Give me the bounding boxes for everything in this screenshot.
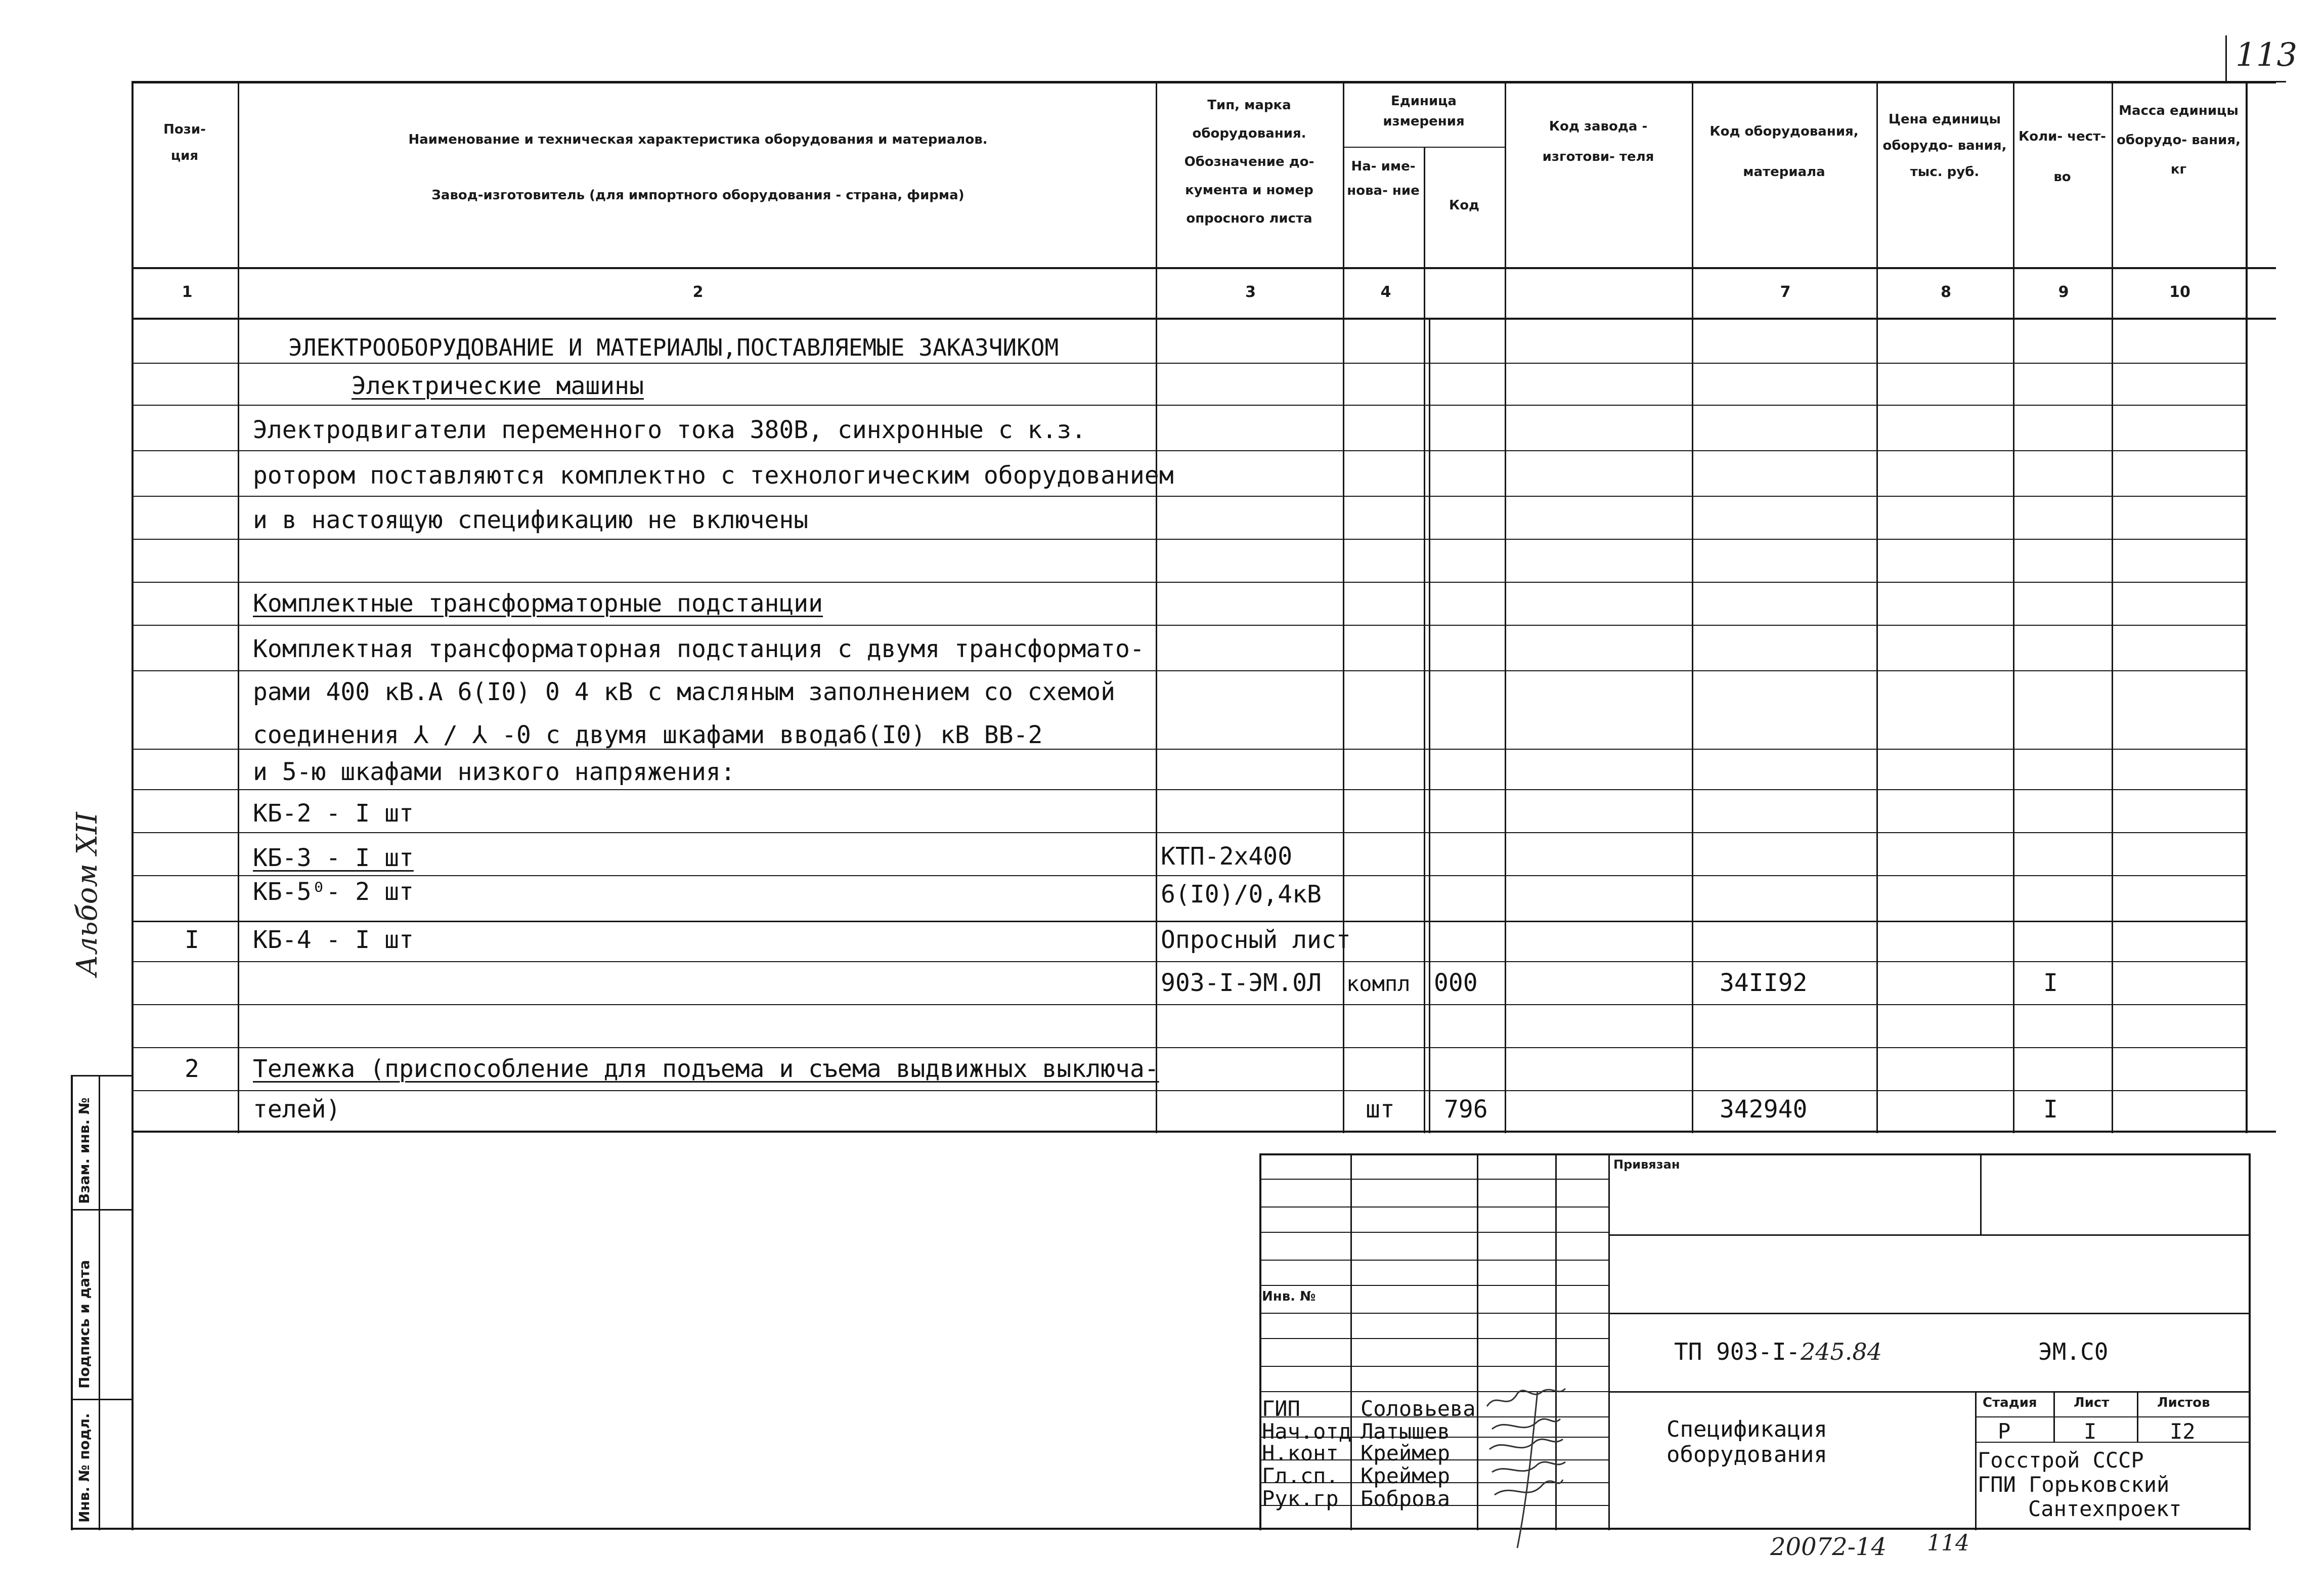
kb5-line: КБ-5⁰- 2 шт	[253, 878, 414, 906]
header-unit: Единица измерения	[1383, 94, 1465, 129]
side-vzam: Взам. инв. №	[76, 1097, 93, 1204]
type-line-1: КТП-2х400	[1161, 842, 1293, 871]
sheet-value: I	[2084, 1419, 2097, 1444]
motors-line-2: ротором поставляются комплектно с технологическим оборудованием	[253, 461, 1174, 490]
header-type: Тип, марка оборудования. Обозначение до- кумента и номер опросного листа	[1184, 98, 1314, 226]
cart-line-2: телей)	[253, 1095, 341, 1124]
colnum-7: 7	[1780, 283, 1791, 301]
subsection-ktp: Комплектные трансформаторные подстанции	[253, 589, 823, 618]
kb4-line: КБ-4 - I шт	[253, 926, 414, 954]
material-code-2: 342940	[1720, 1095, 1808, 1124]
unit-name-1: компл	[1346, 971, 1411, 996]
header-mass: Масса единицы оборудо- вания, кг	[2117, 103, 2241, 177]
side-inv-podl: Инв. № подл.	[76, 1413, 93, 1523]
inv-no-label: Инв. №	[1262, 1289, 1316, 1304]
name-2: Латышев	[1361, 1419, 1451, 1444]
side-podpis: Подпись и дата	[76, 1260, 93, 1389]
cart-line-1: Тележка (приспособление для подъема и съема выдвижных выключа-	[253, 1055, 1159, 1083]
doc-title-2: оборудования	[1667, 1442, 1827, 1468]
org-line-1: Госстрой СССР	[1978, 1448, 2144, 1473]
ktp-line-2: рами 400 кВ.А 6(I0) 0 4 кВ с масляным заполнением со схемой	[253, 678, 1116, 706]
header-unit-code: Код	[1449, 198, 1480, 213]
kb3-line: КБ-3 - I шт	[253, 844, 414, 872]
header-material-code: Код оборудования, материала	[1709, 124, 1859, 180]
colnum-1: 1	[182, 283, 193, 301]
role-nach: Нач.отд	[1262, 1419, 1352, 1444]
ktp-line-4: и 5-ю шкафами низкого напряжения:	[253, 758, 735, 786]
type-line-4: 903-I-ЭМ.0Л	[1161, 969, 1322, 997]
footer-order-number: 20072-14	[1770, 1533, 1887, 1561]
header-name-line2: Завод-изготовитель (для импортного оборудования - страна, фирма)	[431, 188, 964, 203]
ktp-line-1: Комплектная трансформаторная подстанция с двумя трансформато-	[253, 635, 1145, 663]
colnum-10: 10	[2169, 283, 2190, 301]
stage-label: Стадия	[1983, 1395, 2037, 1410]
role-nkont: Н.конт	[1262, 1441, 1339, 1465]
type-line-3: Опросный лист	[1161, 926, 1351, 954]
privyazan-label: Привязан	[1613, 1157, 1680, 1172]
name-3: Креймер	[1361, 1441, 1451, 1465]
quantity-2: I	[2043, 1095, 2058, 1124]
header-unit-name: На- име- нова- ние	[1347, 159, 1420, 198]
name-5: Боброва	[1361, 1486, 1451, 1511]
colnum-4: 4	[1380, 283, 1391, 301]
footer-page-number: 114	[1927, 1530, 1969, 1556]
sheet-label: Лист	[2074, 1395, 2110, 1410]
header-price: Цена единицы оборудо- вания, тыс. руб.	[1882, 112, 2007, 180]
name-1: Соловьева	[1361, 1396, 1476, 1421]
name-4: Креймер	[1361, 1463, 1451, 1488]
quantity-1: I	[2043, 969, 2058, 997]
header-quantity: Коли- чест- во	[2019, 129, 2106, 185]
unit-code-2: 796	[1444, 1095, 1488, 1124]
material-code-1: 34II92	[1720, 969, 1808, 997]
kb2-line: КБ-2 - I шт	[253, 799, 414, 828]
header-factory-code: Код завода - изготови- теля	[1542, 119, 1654, 164]
role-gip: ГИП	[1262, 1396, 1300, 1421]
motors-line-1: Электродвигатели переменного тока 380В, синхронные с к.з.	[253, 416, 1086, 444]
role-glsp: Гл.сп.	[1262, 1463, 1339, 1488]
signatures	[1477, 1381, 1583, 1553]
position-2: 2	[185, 1055, 199, 1083]
role-rukgr: Рук.гр	[1262, 1486, 1339, 1511]
doc-mark: ЭМ.С0	[2038, 1338, 2109, 1365]
stage-value: Р	[1998, 1419, 2011, 1444]
org-line-2: ГПИ Горьковский	[1978, 1472, 2170, 1497]
doc-code-prefix: ТП 903-I-	[1674, 1338, 1801, 1365]
subsection-machines: Электрические машины	[352, 372, 644, 400]
sheets-label: Листов	[2157, 1395, 2210, 1410]
type-line-2: 6(I0)/0,4кВ	[1161, 880, 1322, 909]
unit-code-1: 000	[1434, 969, 1478, 997]
header-name-line1: Наименование и техническая характеристика оборудования и материалов.	[408, 132, 988, 147]
org-line-3: Сантехпроект	[2028, 1496, 2182, 1521]
album-label: Альбом XII	[71, 812, 104, 976]
position-1: I	[185, 926, 199, 954]
header-position: Пози- ция	[163, 122, 206, 163]
sheet-number-box-left	[2225, 35, 2227, 81]
motors-line-3: и в настоящую спецификацию не включены	[253, 506, 809, 534]
sheets-value: I2	[2170, 1419, 2196, 1444]
colnum-8: 8	[1941, 283, 1951, 301]
unit-name-2: шт	[1366, 1095, 1395, 1124]
ktp-line-3: соединения ⅄ / ⅄ -0 с двумя шкафами ввода6(I0) кВ ВВ-2	[253, 721, 1043, 749]
colnum-9: 9	[2058, 283, 2069, 301]
doc-code-hand: 245.84	[1801, 1338, 1882, 1365]
colnum-3: 3	[1245, 283, 1256, 301]
colnum-2: 2	[692, 283, 704, 301]
section-title: ЭЛЕКТРООБОРУДОВАНИЕ И МАТЕРИАЛЫ,ПОСТАВЛЯЕМЫЕ ЗАКАЗЧИКОМ	[288, 334, 1059, 361]
doc-title-1: Спецификация	[1667, 1416, 1827, 1442]
sheet-number: 113	[2235, 36, 2298, 74]
